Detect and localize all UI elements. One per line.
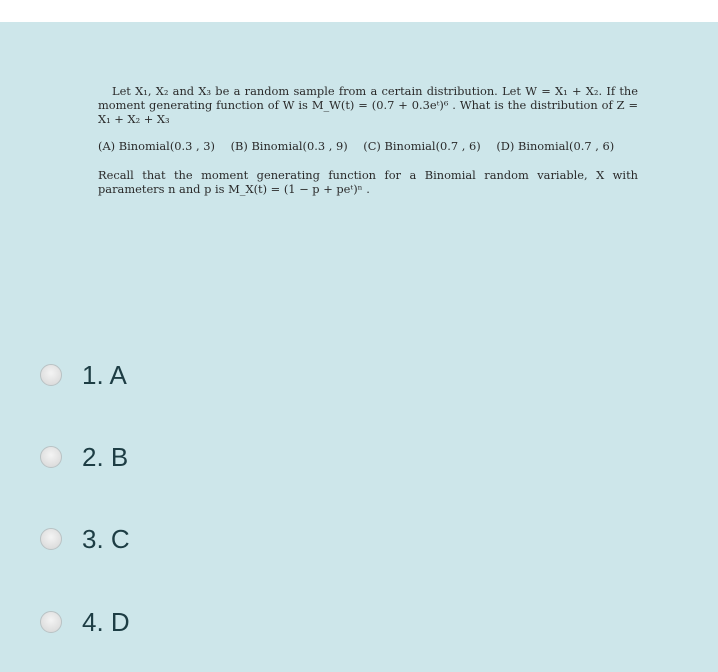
answer-choice-1[interactable] [40,355,127,395]
answer-label: 3. C [82,523,130,554]
question-option-b: (B) Binomial(0.3 , 9) [230,139,348,153]
question-hint: Recall that the moment generating function for a Binomial random variable, X with parameters n and p is M_X(t) = (1 − p + peᵗ)ⁿ . [98,168,638,196]
question-options [98,139,638,153]
radio-button-icon[interactable] [40,446,62,468]
question-option-d: (D) Binomial(0.7 , 6) [496,139,615,153]
answer-choice-4[interactable] [40,602,130,642]
answer-choice-3[interactable] [40,519,130,559]
radio-button-icon[interactable] [40,611,62,633]
question-stem: Let X₁, X₂ and X₃ be a random sample from a certain distribution. Let W = X₁ + X₂. If the moment generating function of W is M_W(t) = (0.7 + 0.3eᵗ)⁶ . What is the distribution of Z = X₁ + X₂ + X₃ [98,84,638,126]
answer-label: 2. B [82,441,129,472]
radio-button-icon[interactable] [40,528,62,550]
question-option-a: (A) Binomial(0.3 , 3) [98,139,215,153]
answer-choice-2[interactable] [40,437,128,477]
answer-label: 1. A [82,359,127,390]
question-text [98,84,638,196]
top-strip [0,0,718,22]
answer-label: 4. D [82,606,130,637]
question-option-c: (C) Binomial(0.7 , 6) [363,139,481,153]
radio-button-icon[interactable] [40,364,62,386]
